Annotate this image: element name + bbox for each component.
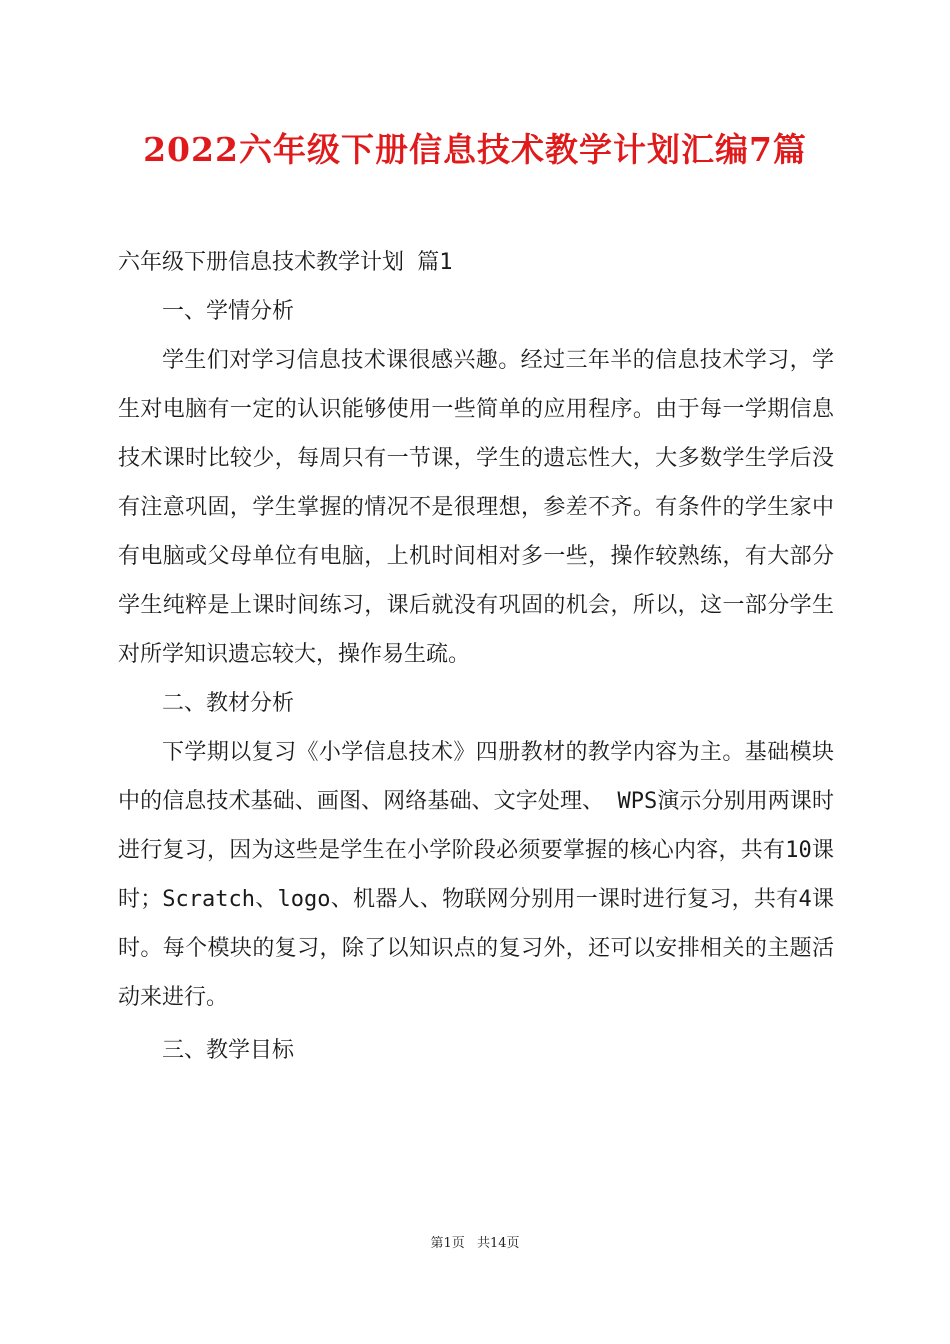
section-heading: 六年级下册信息技术教学计划 篇1: [118, 250, 453, 275]
paragraph-textbook-analysis: 下学期以复习《小学信息技术》四册教材的教学内容为主。基础模块中的信息技术基础、画图、网络基础、文字处理、 WPS演示分别用两课时进行复习，因为这些是学生在小学阶段必须要掌握的核心内容，共有10课时；Scratch、logo、机器人、物联网分别用一课时进行复习，共有4课时。每个模块的复习，除了以知识点的复习外，还可以安排相关的主题活动来进行。: [118, 740, 834, 1010]
subheading-textbook-analysis: 二、教材分析: [162, 691, 295, 716]
page-number: 第1页: [430, 1236, 465, 1251]
paragraph-student-analysis: 学生们对学习信息技术课很感兴趣。经过三年半的信息技术学习，学生对电脑有一定的认识能够使用一些简单的应用程序。由于每一学期信息技术课时比较少，每周只有一节课，学生的遗忘性大，大多数学生学后没有注意巩固，学生掌握的情况不是很理想，参差不齐。有条件的学生家中有电脑或父母单位有电脑，上机时间相对多一些，操作较熟练，有大部分学生纯粹是上课时间练习，课后就没有巩固的机会，所以，这一部分学生对所学知识遗忘较大，操作易生疏。: [118, 348, 834, 667]
subheading-teaching-goals: 三、教学目标: [162, 1038, 295, 1063]
page-footer: [0, 1232, 950, 1251]
page-count: 共14页: [476, 1236, 520, 1251]
subheading-student-analysis: 一、学情分析: [162, 299, 295, 324]
document-body: [118, 238, 834, 1075]
document-title: 2022六年级下册信息技术教学计划汇编7篇: [143, 130, 807, 169]
